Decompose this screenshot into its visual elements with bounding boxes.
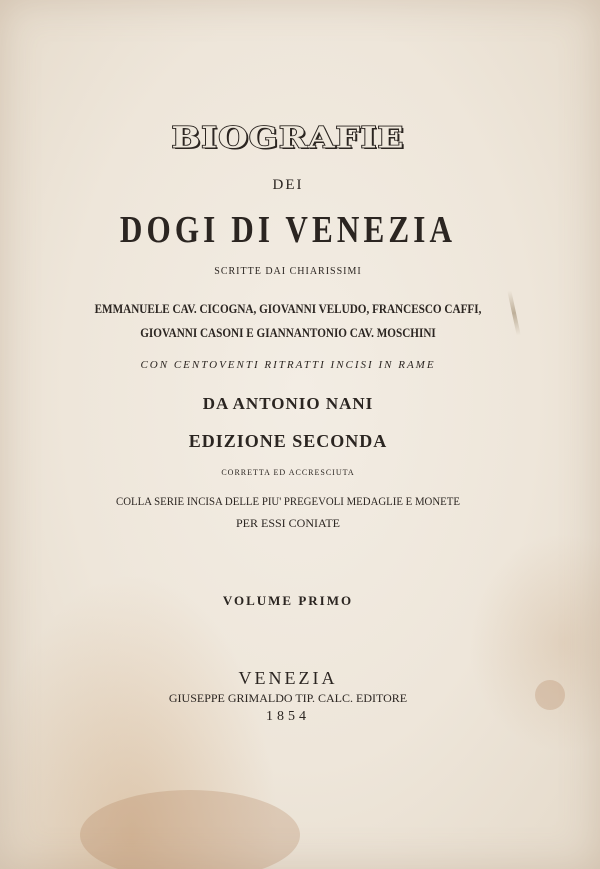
authors-line-1: EMMANUELE CAV. CICOGNA, GIOVANNI VELUDO, FRANCESCO CAFFI, (94, 301, 482, 316)
edition-line: EDIZIONE SECONDA (188, 431, 388, 451)
engraver-line: DA ANTONIO NANI (202, 394, 374, 413)
subtitle-dei: DEI (272, 177, 304, 193)
heading-biografie: BIOGRAFIE (171, 121, 405, 155)
imprint-year: 1854 (266, 709, 310, 724)
imprint-city: VENEZIA (238, 668, 338, 688)
age-stain (80, 790, 300, 869)
imprint-publisher: GIUSEPPE GRIMALDO TIP. CALC. EDITORE (168, 691, 408, 705)
edition-note: CORRETTA ED ACCRESCIUTA (221, 468, 355, 477)
authors-intro: SCRITTE DAI CHIARISSIMI (214, 266, 362, 277)
volume-label: VOLUME PRIMO (222, 593, 354, 608)
authors-line-2: GIOVANNI CASONI E GIANNANTONIO CAV. MOSCHINI (140, 325, 436, 340)
series-line-1: COLLA SERIE INCISA DELLE PIU' PREGEVOLI MEDAGLIE E MONETE (116, 494, 460, 508)
series-line-2: PER ESSI CONIATE (235, 516, 340, 530)
portraits-line: CON CENTOVENTI RITRATTI INCISI IN RAME (140, 359, 436, 371)
main-title: DOGI DI VENEZIA (119, 209, 457, 251)
